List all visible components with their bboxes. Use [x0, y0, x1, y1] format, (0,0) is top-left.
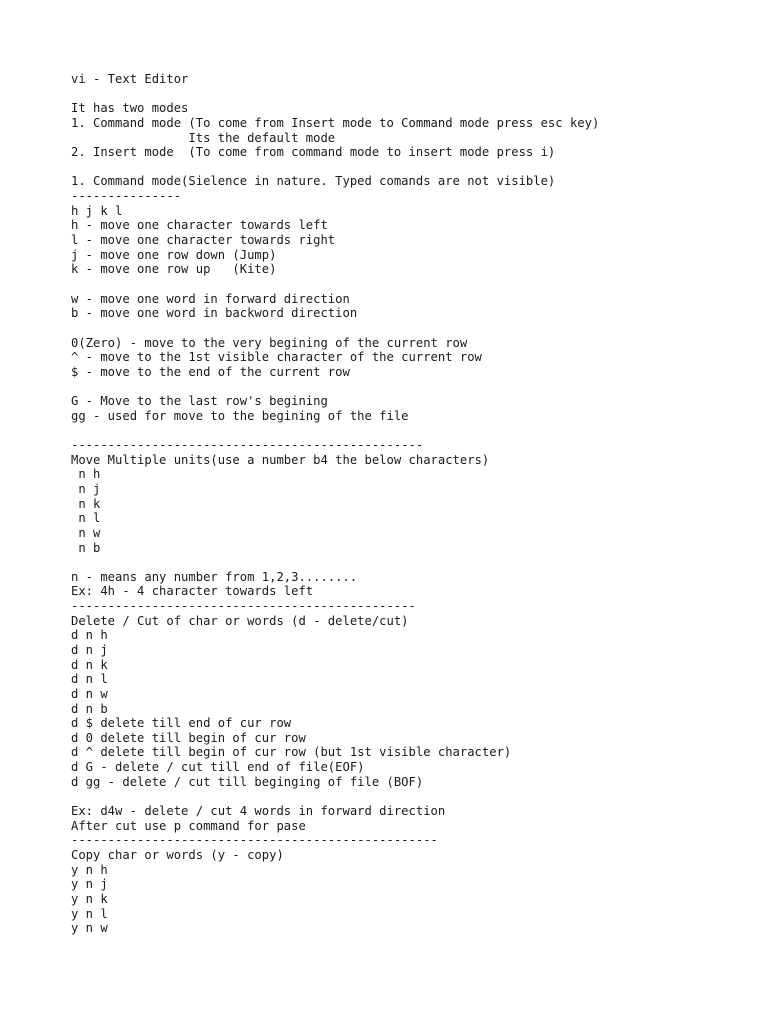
doc-line: d n b — [71, 701, 108, 716]
doc-line: y n j — [71, 877, 108, 892]
doc-line: 2. Insert mode (To come from command mode to insert mode press i) — [71, 145, 556, 160]
doc-line: n - means any number from 1,2,3........ — [71, 569, 358, 584]
doc-line: d n w — [71, 686, 108, 701]
doc-line: n j — [71, 481, 101, 496]
doc-line: It has two modes — [71, 101, 189, 116]
doc-line: d $ delete till end of cur row — [71, 716, 292, 731]
doc-line: h j k l — [71, 203, 123, 218]
doc-line: Delete / Cut of char or words (d - delete/cut) — [71, 613, 409, 628]
doc-line — [71, 160, 751, 175]
doc-line: After cut use p command for pase — [71, 818, 306, 833]
doc-line: d G - delete / cut till end of file(EOF) — [71, 760, 365, 775]
doc-line: Copy char or words (y - copy) — [71, 847, 284, 862]
doc-line — [71, 555, 751, 570]
doc-line: d ^ delete till begin of cur row (but 1st visible character) — [71, 745, 512, 760]
doc-line: ------------------------------------------------ — [71, 438, 424, 453]
doc-line: j - move one row down (Jump) — [71, 247, 277, 262]
doc-line: $ - move to the end of the current row — [71, 364, 350, 379]
doc-line: h - move one character towards left — [71, 218, 328, 233]
doc-line: d n j — [71, 642, 108, 657]
doc-line: l - move one character towards right — [71, 233, 336, 248]
doc-line — [71, 423, 751, 438]
doc-line: Ex: 4h - 4 character towards left — [71, 584, 314, 599]
doc-line: vi - Text Editor — [71, 72, 189, 86]
doc-line: 0(Zero) - move to the very begining of the current row — [71, 335, 468, 350]
doc-line: Ex: d4w - delete / cut 4 words in forward direction — [71, 804, 446, 819]
doc-line: y n h — [71, 862, 108, 877]
doc-line — [71, 789, 751, 804]
doc-line: 1. Command mode(Sielence in nature. Typed comands are not visible) — [71, 174, 556, 189]
doc-line: d gg - delete / cut till beginging of file (BOF) — [71, 774, 424, 789]
doc-line — [71, 87, 751, 102]
doc-line: n b — [71, 540, 101, 555]
doc-line: --------------- — [71, 189, 182, 204]
doc-line — [71, 321, 751, 336]
doc-line: y n w — [71, 921, 108, 936]
doc-line: n h — [71, 467, 101, 482]
doc-line: d 0 delete till begin of cur row — [71, 730, 306, 745]
doc-line: y n k — [71, 891, 108, 906]
doc-line: y n l — [71, 906, 108, 921]
doc-line — [71, 379, 751, 394]
doc-line: Its the default mode — [71, 130, 336, 145]
doc-line: d n h — [71, 628, 108, 643]
doc-line: d n k — [71, 657, 108, 672]
doc-line: n w — [71, 525, 101, 540]
doc-line: n l — [71, 511, 101, 526]
doc-line: k - move one row up (Kite) — [71, 262, 277, 277]
doc-line: n k — [71, 496, 101, 511]
doc-line: G - Move to the last row's begining — [71, 394, 328, 409]
doc-line — [71, 277, 751, 292]
doc-line: ----------------------------------------------- — [71, 599, 416, 614]
doc-line: w - move one word in forward direction — [71, 291, 350, 306]
doc-line: gg - used for move to the begining of the file — [71, 408, 409, 423]
doc-line: -------------------------------------------------- — [71, 833, 438, 848]
document-page — [71, 72, 751, 936]
doc-line: d n l — [71, 672, 108, 687]
doc-line: 1. Command mode (To come from Insert mode to Command mode press esc key) — [71, 115, 600, 130]
doc-line: ^ - move to the 1st visible character of the current row — [71, 350, 482, 365]
doc-line: Move Multiple units(use a number b4 the below characters) — [71, 452, 490, 467]
doc-line: b - move one word in backword direction — [71, 306, 358, 321]
